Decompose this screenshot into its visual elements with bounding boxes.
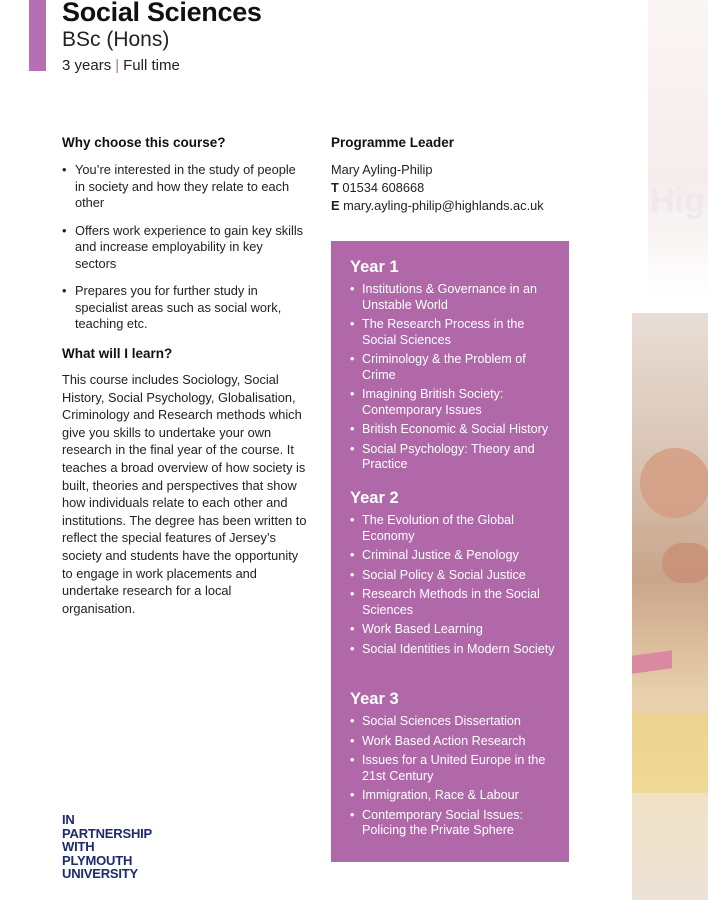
why-heading: Why choose this course? bbox=[62, 135, 226, 150]
logo-line: WITH bbox=[62, 839, 95, 854]
module-item: • Work Based Action Research bbox=[350, 734, 560, 750]
phone-label: T bbox=[331, 180, 339, 195]
photo-table bbox=[632, 713, 708, 793]
module-item: • Social Sciences Dissertation bbox=[350, 714, 560, 730]
learn-body: This course includes Sociology, Social History, Social Psychology, Globalisation, Criminology and Research methods which give you skills to undertake your own research in the final year of the course. It teaches a broad overview of how society is built, theories and perspectives that show how individuals relate to each other and institutions. The degree has been written to reflect the special features of Jersey’s society and students have the opportunity to engage in work placements and undertake research for a local organisation. bbox=[62, 372, 307, 616]
students-photo bbox=[632, 313, 708, 900]
module-item: • Imagining British Society: Contemporary Issues bbox=[350, 387, 560, 418]
module-item: • The Research Process in the Social Sciences bbox=[350, 317, 560, 348]
logo-line: PARTNERSHIP bbox=[62, 825, 153, 841]
programme-leader bbox=[331, 135, 581, 215]
leader-email-line bbox=[331, 197, 581, 215]
module-list bbox=[350, 714, 560, 839]
photo-hand bbox=[640, 448, 708, 518]
module-item: • Immigration, Race & Labour bbox=[350, 788, 560, 804]
module-item: • Criminology & the Problem of Crime bbox=[350, 352, 560, 383]
module-list bbox=[350, 282, 560, 473]
module-item: • British Economic & Social History bbox=[350, 422, 560, 438]
leader-phone-line bbox=[331, 179, 581, 197]
why-list bbox=[62, 162, 307, 333]
year-heading: Year 1 bbox=[350, 258, 399, 276]
module-item: • The Evolution of the Global Economy bbox=[350, 513, 560, 544]
module-item: • Social Psychology: Theory and Practice bbox=[350, 442, 560, 473]
module-list bbox=[350, 513, 560, 657]
background-text: Hig bbox=[650, 182, 705, 220]
plymouth-partnership-logo bbox=[62, 813, 152, 881]
learn-heading: What will I learn? bbox=[62, 346, 173, 361]
course-title: Social Sciences bbox=[62, 0, 262, 27]
module-item: • Issues for a United Europe in the 21st Century bbox=[350, 753, 560, 784]
background-image-top bbox=[648, 0, 708, 300]
module-item: • Social Identities in Modern Society bbox=[350, 642, 560, 658]
course-degree: BSc (Hons) bbox=[62, 28, 170, 51]
leader-heading: Programme Leader bbox=[331, 135, 455, 150]
course-meta bbox=[62, 57, 180, 74]
module-item: • Contemporary Social Issues: Policing the Private Sphere bbox=[350, 808, 560, 839]
leader-name: Mary Ayling-Philip bbox=[331, 162, 433, 177]
module-item: • Institutions & Governance in an Unstable World bbox=[350, 282, 560, 313]
module-item: • Research Methods in the Social Sciences bbox=[350, 587, 560, 618]
leader-email[interactable]: mary.ayling-philip@highlands.ac.uk bbox=[343, 198, 544, 213]
logo-line: PLYMOUTH bbox=[62, 852, 133, 868]
photo-pink-object bbox=[632, 650, 672, 674]
logo-line: IN bbox=[62, 812, 75, 827]
module-item: • Social Policy & Social Justice bbox=[350, 568, 560, 584]
leader-phone: 01534 608668 bbox=[342, 180, 425, 195]
course-duration: 3 years bbox=[62, 57, 112, 74]
module-item: • Criminal Justice & Penology bbox=[350, 548, 560, 564]
course-mode: Full time bbox=[123, 57, 180, 74]
email-label: E bbox=[331, 198, 340, 213]
why-section bbox=[62, 135, 307, 344]
year-heading: Year 2 bbox=[350, 489, 399, 507]
module-item: • Work Based Learning bbox=[350, 622, 560, 638]
meta-separator: | bbox=[115, 57, 120, 74]
accent-bar bbox=[29, 0, 46, 71]
year-3-block bbox=[350, 690, 560, 843]
year-1-block bbox=[350, 258, 560, 477]
why-bullet: • You’re interested in the study of people in society and how they relate to each other bbox=[62, 162, 307, 212]
why-bullet: • Offers work experience to gain key skills and increase employability in key sectors bbox=[62, 223, 307, 273]
learn-section bbox=[62, 346, 307, 617]
logo-line: UNIVERSITY bbox=[62, 866, 139, 881]
modules-panel bbox=[331, 241, 569, 862]
photo-hand bbox=[662, 543, 708, 583]
year-2-block bbox=[350, 489, 560, 661]
year-heading: Year 3 bbox=[350, 690, 399, 708]
why-bullet: • Prepares you for further study in specialist areas such as social work, teaching etc. bbox=[62, 283, 307, 333]
